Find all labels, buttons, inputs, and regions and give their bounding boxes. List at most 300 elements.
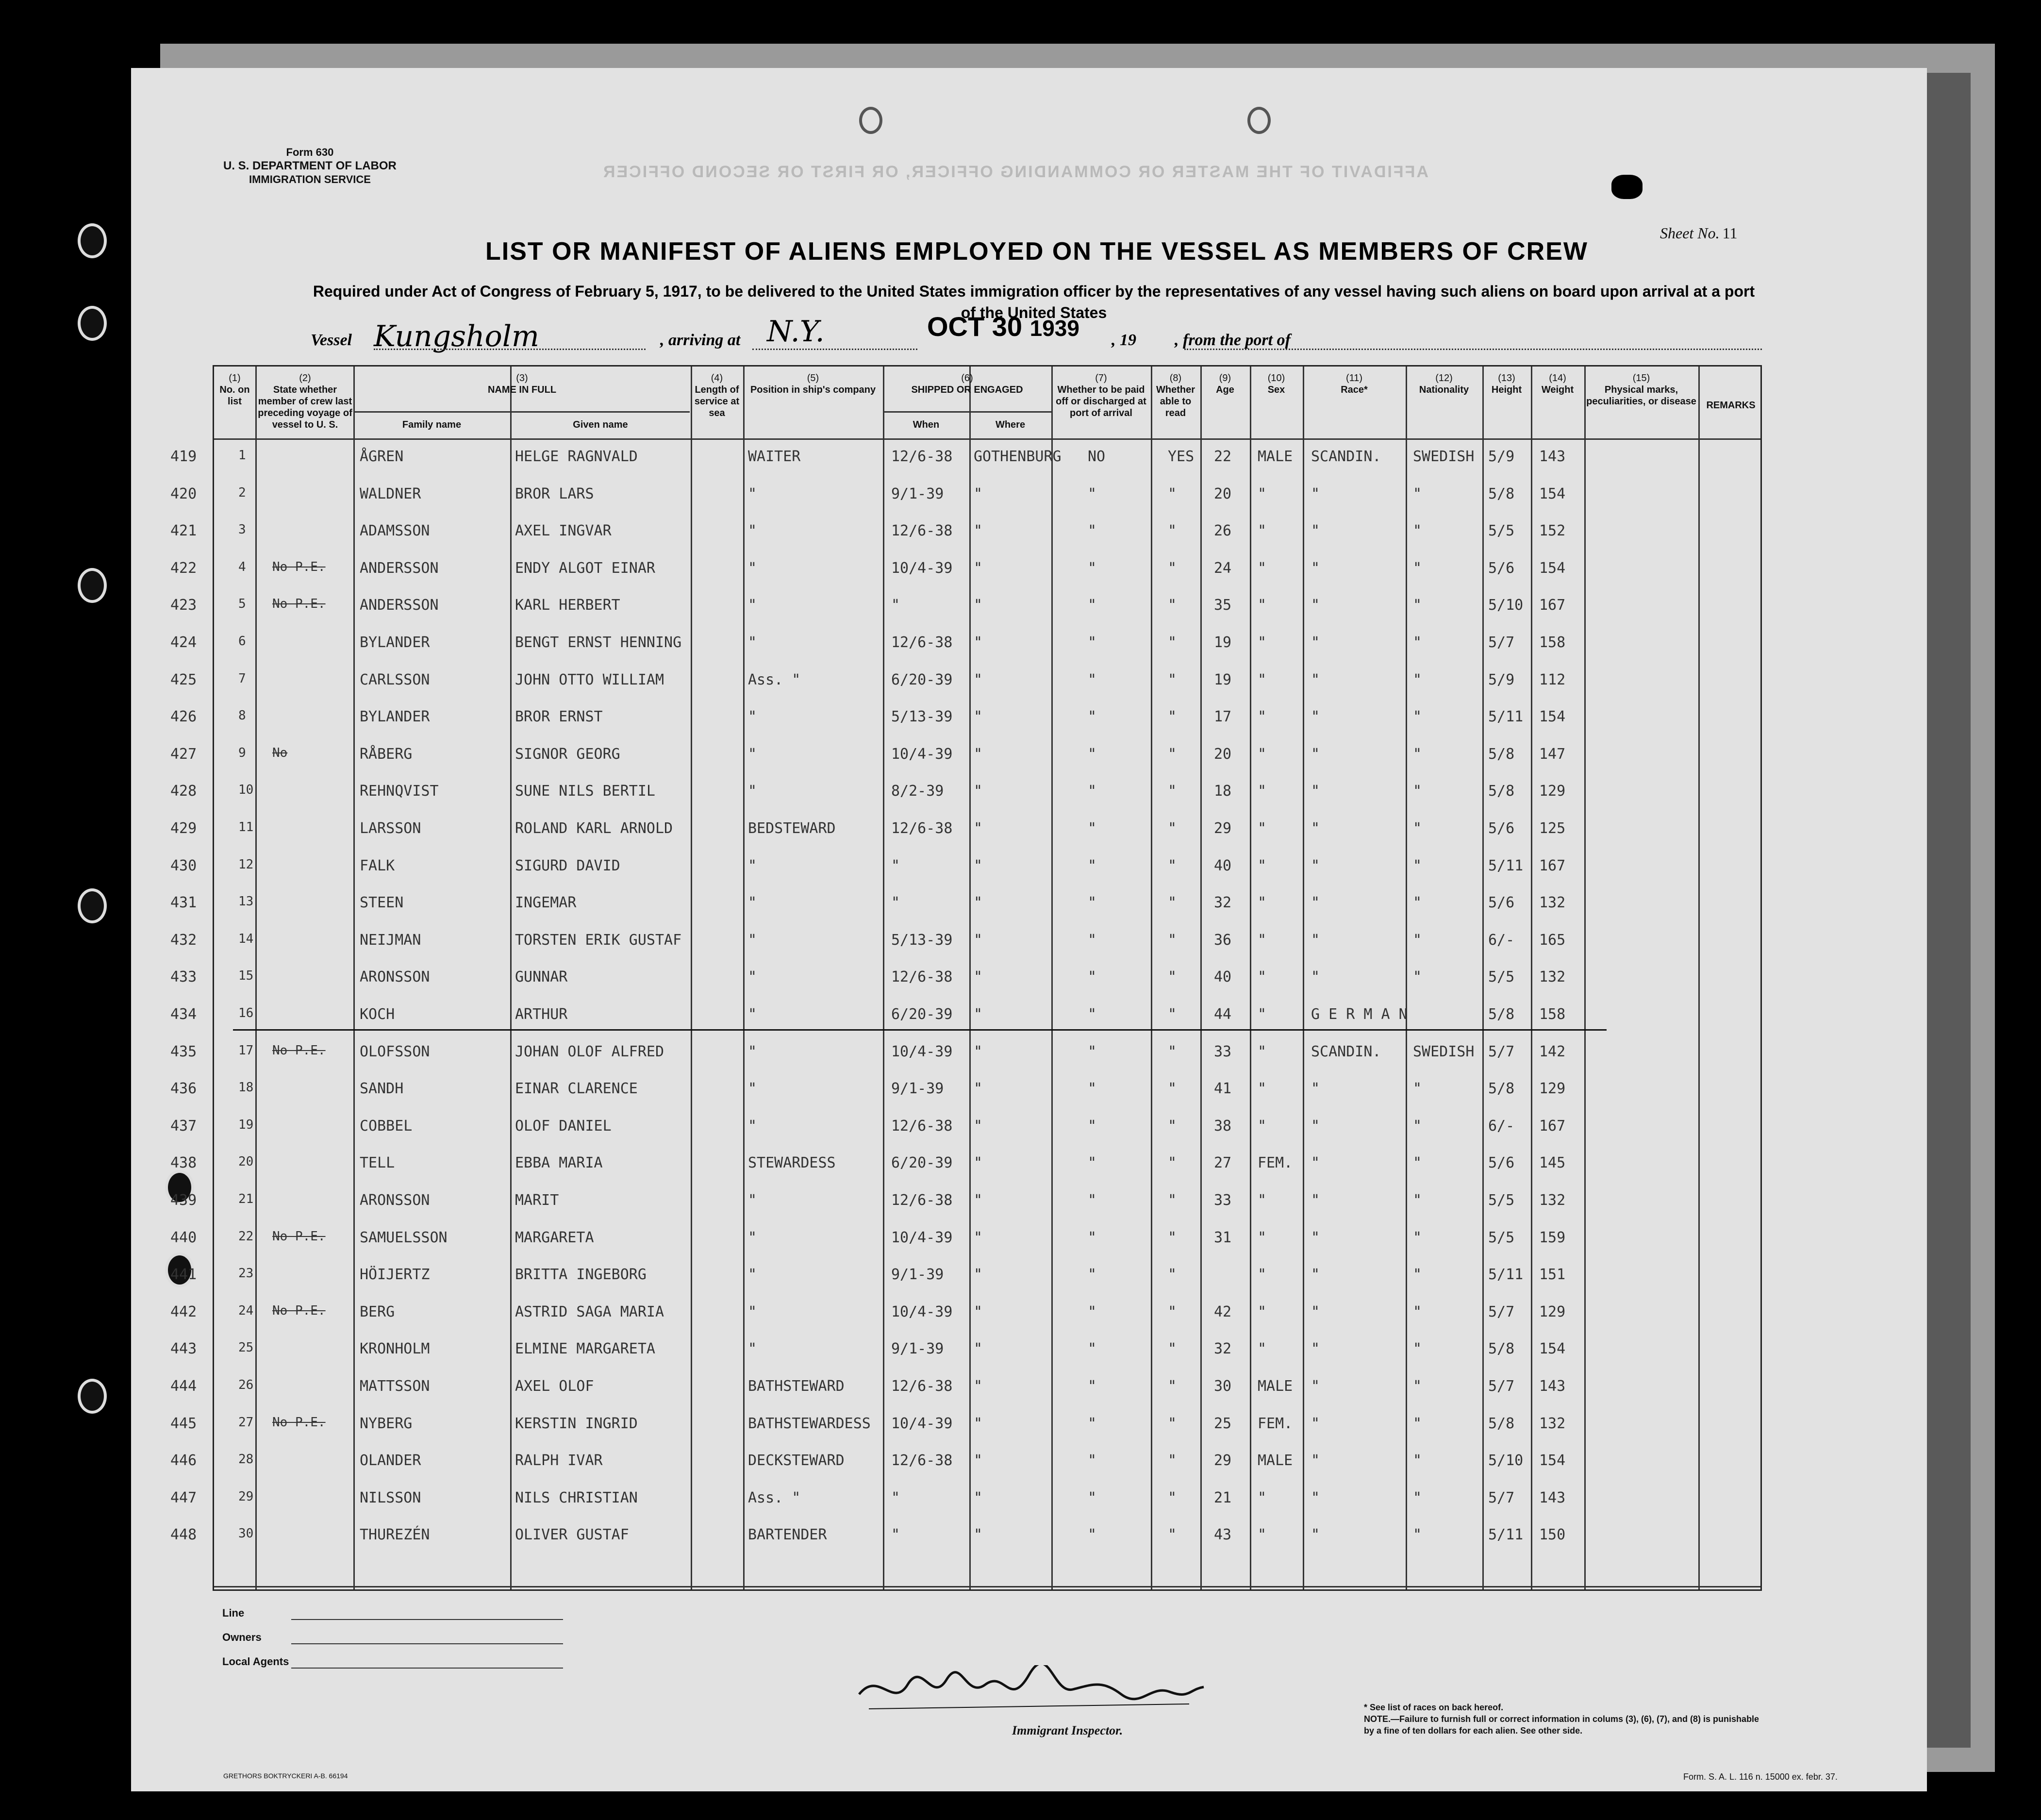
cell-able-to-read: " [1168,1340,1177,1358]
cell-row-number: 13 [238,894,254,909]
cell-row-number: 3 [238,522,246,537]
race-note: * See list of races on back hereof. [1364,1703,1504,1712]
cell-sex: MALE [1258,1378,1293,1395]
date-stamp-year: 1939 [1029,316,1079,341]
cell-weight: 129 [1539,1080,1566,1098]
cell-paid-off: " [1088,820,1097,837]
manifest-line-number: 447 [170,1489,197,1506]
cell-family-name: KRONHOLM [360,1340,430,1358]
table-row [170,774,1762,811]
cell-given-name: BROR ERNST [515,708,603,726]
cell-weight: 132 [1539,894,1566,912]
cell-previous-voyage: No P.E. [272,1043,326,1058]
cell-able-to-read: " [1168,1452,1177,1469]
cell-paid-off: " [1088,708,1097,726]
cell-sex: " [1258,1266,1267,1284]
cell-height: 5/8 [1488,783,1515,800]
cell-shipped-when: 10/4-39 [891,1229,953,1246]
col-header-read: (8) Whether able to read [1156,373,1195,418]
cell-position: " [748,1266,757,1284]
cell-given-name: ASTRID SAGA MARIA [515,1303,664,1320]
cell-row-number: 24 [238,1303,254,1318]
cell-given-name: OLOF DANIEL [515,1117,612,1135]
cell-family-name: LARSSON [360,820,421,837]
cell-shipped-where: " [974,634,983,651]
cell-paid-off: " [1088,634,1097,651]
table-row [170,737,1762,774]
cell-row-number: 17 [238,1043,254,1058]
sheet-label: Sheet No. [1660,224,1720,242]
cell-row-number: 20 [238,1154,254,1169]
cell-shipped-when: 10/4-39 [891,1303,953,1320]
table-row [170,1183,1762,1220]
cell-height: 5/5 [1488,522,1515,540]
cell-shipped-where: " [974,1192,983,1209]
cell-shipped-when: 6/20-39 [891,1154,953,1172]
cell-previous-voyage: No P.E. [272,1229,326,1244]
agency-name: U. S. DEPARTMENT OF LABOR [223,159,397,172]
cell-nationality: " [1413,931,1422,949]
cell-given-name: GUNNAR [515,968,568,986]
cell-able-to-read: " [1168,931,1177,949]
cell-nationality: " [1413,1526,1422,1544]
cell-age: 43 [1214,1526,1232,1544]
table-row [170,551,1762,588]
cell-able-to-read: " [1168,597,1177,614]
cell-given-name: INGEMAR [515,894,577,912]
cell-row-number: 9 [238,745,246,760]
cell-given-name: SUNE NILS BERTIL [515,783,655,800]
cell-shipped-where: " [974,1229,983,1246]
cell-sex: " [1258,1080,1267,1098]
cell-position: " [748,1006,757,1023]
table-row [170,1109,1762,1146]
cell-able-to-read: " [1168,783,1177,800]
cell-position: Ass. " [748,1489,801,1506]
cell-sex: " [1258,1229,1267,1246]
cell-given-name: RALPH IVAR [515,1452,603,1469]
cell-shipped-when: 5/13-39 [891,931,953,949]
cell-nationality: " [1413,559,1422,577]
cell-row-number: 5 [238,597,246,612]
cell-nationality: " [1413,1452,1422,1469]
cell-able-to-read: " [1168,1526,1177,1544]
cell-weight: 158 [1539,634,1566,651]
cell-position: " [748,485,757,502]
cell-row-number: 30 [238,1526,254,1541]
cell-able-to-read: " [1168,1415,1177,1432]
table-row [170,439,1762,476]
cell-sex: " [1258,634,1267,651]
cell-race: " [1311,1229,1320,1246]
cell-position: " [748,745,757,763]
manifest-line-number: 441 [170,1266,197,1284]
cell-paid-off: " [1088,968,1097,986]
cell-race: G E R M A N [1311,1006,1408,1023]
manifest-line-number: 434 [170,1006,197,1023]
manifest-line-number: 444 [170,1378,197,1395]
cell-family-name: OLANDER [360,1452,421,1469]
cell-family-name: NYBERG [360,1415,413,1432]
manifest-line-number: 420 [170,485,197,502]
cell-shipped-when: 10/4-39 [891,1415,953,1432]
manifest-line-number: 419 [170,448,197,465]
col-header-race: (11) Race* [1341,373,1368,395]
cell-able-to-read: " [1168,1154,1177,1172]
cell-paid-off: " [1088,1154,1097,1172]
manifest-line-number: 427 [170,745,197,763]
cell-paid-off: " [1088,783,1097,800]
cell-shipped-when: " [891,894,900,912]
cell-age: 40 [1214,857,1232,874]
vessel-underline [374,349,646,350]
cell-position: BARTENDER [748,1526,827,1544]
cell-able-to-read: " [1168,968,1177,986]
manifest-line-number: 431 [170,894,197,912]
cell-row-number: 21 [238,1192,254,1206]
cell-race: " [1311,597,1320,614]
year-prefix: , 19 [1112,331,1136,349]
cell-family-name: BYLANDER [360,634,430,651]
cell-given-name: EBBA MARIA [515,1154,603,1172]
cell-race: " [1311,894,1320,912]
cell-family-name: THUREZÉN [360,1526,430,1544]
cell-race: " [1311,671,1320,688]
cell-race: " [1311,820,1320,837]
cell-paid-off: " [1088,485,1097,502]
service-name: IMMIGRATION SERVICE [249,173,371,185]
cell-family-name: ADAMSSON [360,522,430,540]
from-port-underline [1184,349,1762,350]
cell-row-number: 29 [238,1489,254,1504]
manifest-line-number: 439 [170,1192,197,1209]
cell-paid-off: " [1088,1192,1097,1209]
cell-nationality: " [1413,1303,1422,1320]
cell-shipped-when: 9/1-39 [891,1080,944,1098]
cell-position: " [748,1043,757,1060]
cell-able-to-read: " [1168,1192,1177,1209]
cell-weight: 152 [1539,522,1566,540]
col-header-shipped: (6) SHIPPED OR ENGAGED [911,373,1023,395]
cell-shipped-where: " [974,1043,983,1060]
cell-age: 20 [1214,745,1232,763]
cell-shipped-when: 12/6-38 [891,1117,953,1135]
footer-line-label: Line [222,1607,245,1619]
cell-sex: " [1258,820,1267,837]
cell-height: 5/5 [1488,968,1515,986]
cell-weight: 147 [1539,745,1566,763]
cell-race: " [1311,1526,1320,1544]
cell-given-name: HELGE RAGNVALD [515,448,638,465]
cell-row-number: 16 [238,1006,254,1020]
cell-position: " [748,597,757,614]
cell-weight: 145 [1539,1154,1566,1172]
cell-shipped-where: " [974,745,983,763]
cell-nationality: " [1413,1080,1422,1098]
cell-nationality: " [1413,1489,1422,1506]
cell-weight: 129 [1539,1303,1566,1320]
cell-nationality: " [1413,1229,1422,1246]
cell-shipped-where: " [974,1489,983,1506]
cell-age: 25 [1214,1415,1232,1432]
cell-paid-off: " [1088,1452,1097,1469]
manifest-line-number: 442 [170,1303,197,1320]
manifest-line-number: 432 [170,931,197,949]
cell-shipped-where: " [974,522,983,540]
cell-nationality: " [1413,1340,1422,1358]
cell-able-to-read: " [1168,1229,1177,1246]
col-header-where: Where [995,419,1026,430]
col-header-sex: (10) Sex [1267,373,1285,395]
cell-height: 5/8 [1488,1080,1515,1098]
cell-shipped-when: 12/6-38 [891,1378,953,1395]
cell-given-name: JOHAN OLOF ALFRED [515,1043,664,1060]
manifest-line-number: 436 [170,1080,197,1098]
cell-sex: " [1258,783,1267,800]
manifest-line-number: 426 [170,708,197,726]
cell-paid-off: " [1088,559,1097,577]
cell-row-number: 23 [238,1266,254,1281]
cell-position: " [748,894,757,912]
cell-age: 31 [1214,1229,1232,1246]
cell-position: WAITER [748,448,801,465]
page-title: LIST OR MANIFEST OF ALIENS EMPLOYED ON THE VESSEL AS MEMBERS OF CREW [485,237,1588,266]
cell-age: 22 [1214,448,1232,465]
cell-family-name: KOCH [360,1006,395,1023]
col-header-nationality: (12) Nationality [1419,373,1469,395]
table-row [170,1369,1762,1406]
cell-able-to-read: " [1168,708,1177,726]
manifest-line-number: 430 [170,857,197,874]
cell-position: " [748,1229,757,1246]
cell-height: 5/9 [1488,671,1515,688]
table-row [170,663,1762,700]
cell-age: 29 [1214,820,1232,837]
col-header-no: (1) No. on list [219,373,250,407]
col-header-height: (13) Height [1491,373,1522,395]
cell-paid-off: " [1088,1266,1097,1284]
cell-position: " [748,857,757,874]
cell-age: 33 [1214,1043,1232,1060]
manifest-line-number: 440 [170,1229,197,1246]
cell-family-name: NILSSON [360,1489,421,1506]
cell-shipped-where: " [974,1154,983,1172]
cell-race: " [1311,634,1320,651]
manifest-line-number: 424 [170,634,197,651]
date-stamp-day: OCT 30 [927,311,1023,342]
cell-shipped-when: " [891,1526,900,1544]
cell-given-name: KERSTIN INGRID [515,1415,638,1432]
cell-weight: 165 [1539,931,1566,949]
cell-age: 42 [1214,1303,1232,1320]
cell-able-to-read: " [1168,894,1177,912]
cell-height: 5/5 [1488,1229,1515,1246]
cell-paid-off: " [1088,1303,1097,1320]
punch-hole [78,306,107,341]
manifest-line-number: 448 [170,1526,197,1544]
ink-blot [1611,175,1643,199]
cell-race: " [1311,857,1320,874]
cell-height: 5/8 [1488,1340,1515,1358]
cell-shipped-where: " [974,968,983,986]
cell-age: 32 [1214,894,1232,912]
cell-row-number: 14 [238,931,254,946]
cell-nationality: " [1413,857,1422,874]
cell-age: 33 [1214,1192,1232,1209]
cell-family-name: ARONSSON [360,968,430,986]
punch-hole [78,223,107,258]
cell-age: 18 [1214,783,1232,800]
cell-paid-off: " [1088,1526,1097,1544]
inspector-signature [849,1665,1209,1714]
cell-shipped-when: 10/4-39 [891,745,953,763]
cell-paid-off: " [1088,857,1097,874]
cell-nationality: " [1413,671,1422,688]
cell-race: " [1311,1489,1320,1506]
cell-race: " [1311,783,1320,800]
footer-agents-label: Local Agents [222,1655,289,1668]
cell-age: 44 [1214,1006,1232,1023]
col-header-paid-off: (7) Whether to be paid off or discharged at port of arrival [1056,373,1146,418]
table-row [170,1035,1762,1071]
cell-family-name: HÖIJERTZ [360,1266,430,1284]
inspector-label: Immigrant Inspector. [1012,1723,1123,1737]
cell-nationality: " [1413,597,1422,614]
cell-given-name: AXEL OLOF [515,1378,594,1395]
cell-height: 5/7 [1488,1043,1515,1060]
cell-position: Ass. " [748,671,801,688]
cell-nationality: " [1413,1266,1422,1284]
cell-weight: 158 [1539,1006,1566,1023]
table-row [170,1220,1762,1257]
cell-shipped-where: " [974,1340,983,1358]
cell-given-name: ROLAND KARL ARNOLD [515,820,673,837]
cell-row-number: 11 [238,820,254,835]
cell-height: 5/9 [1488,448,1515,465]
punch-hole [78,568,107,603]
vessel-name: Kungsholm [374,319,539,353]
cell-height: 5/8 [1488,745,1515,763]
cell-row-number: 6 [238,634,246,649]
cell-previous-voyage: No [272,745,288,760]
cell-position: BATHSTEWARDESS [748,1415,871,1432]
cell-weight: 167 [1539,597,1566,614]
cell-sex: " [1258,559,1267,577]
cell-able-to-read: " [1168,1117,1177,1135]
cell-sex: " [1258,1340,1267,1358]
cell-shipped-when: 6/20-39 [891,1006,953,1023]
port-underline [752,349,917,350]
cell-family-name: STEEN [360,894,404,912]
cell-shipped-when: 12/6-38 [891,448,953,465]
cell-row-number: 2 [238,485,246,500]
cell-family-name: CARLSSON [360,671,430,688]
cell-height: 5/5 [1488,1192,1515,1209]
col-header-name: (3) NAME IN FULL [487,373,557,395]
manifest-line-number: 443 [170,1340,197,1358]
cell-age: 17 [1214,708,1232,726]
cell-age: 19 [1214,634,1232,651]
cell-position: " [748,1303,757,1320]
cell-sex: " [1258,745,1267,763]
cell-height: 6/- [1488,931,1515,949]
cell-weight: 159 [1539,1229,1566,1246]
cell-height: 5/11 [1488,1526,1524,1544]
cell-age: 24 [1214,559,1232,577]
punch-hole [78,888,107,923]
reversed-heading: AFFIDAVIT OF THE MASTER OR COMMANDING OFFICER, OR FIRST OR SECOND OFFICER [602,163,1428,181]
cell-given-name: OLIVER GUSTAF [515,1526,629,1544]
cell-race: " [1311,1266,1320,1284]
cell-sex: " [1258,1043,1267,1060]
cell-position: DECKSTEWARD [748,1452,845,1469]
cell-nationality: " [1413,820,1422,837]
cell-weight: 154 [1539,708,1566,726]
cell-height: 6/- [1488,1117,1515,1135]
cell-height: 5/10 [1488,597,1524,614]
cell-race: " [1311,1340,1320,1358]
manifest-line-number: 438 [170,1154,197,1172]
table-row [170,514,1762,551]
cell-sex: " [1258,1192,1267,1209]
cell-family-name: ANDERSSON [360,559,439,577]
col-header-position: (5) Position in ship's company [750,373,876,395]
cell-race: " [1311,1378,1320,1395]
table-row [170,1071,1762,1108]
cell-weight: 154 [1539,1340,1566,1358]
cell-position: STEWARDESS [748,1154,836,1172]
cell-shipped-when: 12/6-38 [891,820,953,837]
cell-weight: 132 [1539,1415,1566,1432]
cell-shipped-when: 12/6-38 [891,1452,953,1469]
cell-height: 5/6 [1488,1154,1515,1172]
cell-shipped-when: 8/2-39 [891,783,944,800]
cell-row-number: 18 [238,1080,254,1095]
footer-line-rule [291,1619,563,1620]
cell-given-name: ELMINE MARGARETA [515,1340,655,1358]
cell-shipped-where: " [974,708,983,726]
cell-race: " [1311,931,1320,949]
manifest-line-number: 429 [170,820,197,837]
cell-position: BEDSTEWARD [748,820,836,837]
footer-agents-rule [291,1668,563,1669]
cell-age: 26 [1214,522,1232,540]
cell-nationality: " [1413,708,1422,726]
cell-family-name: BYLANDER [360,708,430,726]
cell-height: 5/11 [1488,857,1524,874]
cell-previous-voyage: No P.E. [272,559,326,574]
punch-hole [859,107,882,134]
cell-age: 35 [1214,597,1232,614]
cell-shipped-when: 5/13-39 [891,708,953,726]
col-header-previous-voyage: (2) State whether member of crew last preceding voyage of vessel to U. S. [258,373,352,430]
col-header-weight: (14) Weight [1541,373,1574,395]
cell-sex: MALE [1258,448,1293,465]
table-row [170,625,1762,662]
cell-shipped-where: GOTHENBURG [974,448,1062,465]
col-header-family-name: Family name [402,419,462,430]
cell-race: " [1311,968,1320,986]
cell-shipped-where: " [974,1415,983,1432]
cell-shipped-when: 9/1-39 [891,1340,944,1358]
cell-previous-voyage: No P.E. [272,1303,326,1318]
cell-height: 5/7 [1488,1303,1515,1320]
cell-paid-off: " [1088,745,1097,763]
cell-given-name: BROR LARS [515,485,594,502]
cell-nationality: SWEDISH [1413,1043,1475,1060]
cell-given-name: JOHN OTTO WILLIAM [515,671,664,688]
cell-position: BATHSTEWARD [748,1378,845,1395]
